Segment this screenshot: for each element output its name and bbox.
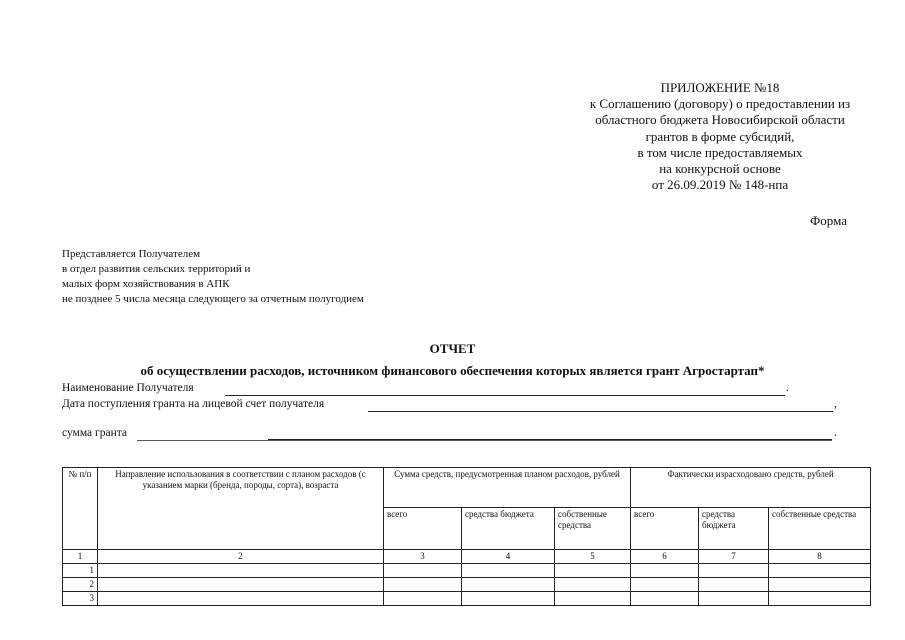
table-cell[interactable]	[699, 578, 769, 592]
appendix-line: к Соглашению (договору) о предоставлении из	[589, 96, 851, 112]
table-cell[interactable]	[699, 564, 769, 578]
table-cell[interactable]	[98, 578, 384, 592]
appendix-line: на конкурсной основе	[659, 161, 781, 177]
table-cell[interactable]	[555, 592, 631, 606]
table-row	[63, 578, 871, 592]
submission-line: в отдел развития сельских территорий и	[62, 263, 251, 275]
sub-total-actual: всего	[631, 508, 699, 550]
appendix-line: ПРИЛОЖЕНИЕ №18	[660, 80, 780, 95]
table-row	[63, 564, 871, 578]
table-cell[interactable]	[384, 564, 462, 578]
sub-own-planned: собственные средства	[555, 508, 631, 550]
column-number: 7	[699, 550, 769, 564]
period-mark: .	[786, 382, 789, 394]
table-cell[interactable]	[555, 564, 631, 578]
table-cell[interactable]	[555, 578, 631, 592]
table-cell[interactable]	[631, 578, 699, 592]
column-number: 1	[63, 550, 98, 564]
row-number: 1	[63, 564, 98, 578]
submission-line: Представляется Получателем	[62, 248, 201, 260]
header-planned: Сумма средств, предусмотренная планом расходов, рублей	[384, 468, 631, 508]
header-num: № п/п	[63, 468, 98, 550]
form-label: Форма	[810, 213, 847, 228]
submission-line: малых форм хозяйствования в АПК	[62, 278, 230, 290]
table-row	[63, 592, 871, 606]
appendix-line: областного бюджета Новосибирской области	[595, 112, 845, 128]
table-cell[interactable]	[462, 578, 555, 592]
column-number: 8	[769, 550, 871, 564]
table-cell[interactable]	[699, 592, 769, 606]
submission-note	[62, 247, 364, 307]
column-number: 6	[631, 550, 699, 564]
column-number: 4	[462, 550, 555, 564]
row-number: 3	[63, 592, 98, 606]
table-cell[interactable]	[98, 564, 384, 578]
submission-line: не позднее 5 числа месяца следующего за отчетным полугодием	[62, 293, 364, 305]
appendix-line: от 26.09.2019 № 148-нпа	[651, 177, 789, 193]
table-cell[interactable]	[384, 578, 462, 592]
report-table	[62, 467, 871, 606]
grant-sum-label: сумма гранта	[62, 427, 128, 439]
table-cell[interactable]	[462, 564, 555, 578]
column-number: 3	[384, 550, 462, 564]
sub-budget-actual: средства бюджета	[699, 508, 769, 550]
appendix-header	[540, 80, 900, 193]
recipient-name-line[interactable]	[225, 395, 785, 396]
sub-own-actual: собственные средства	[769, 508, 871, 550]
recipient-name-label: Наименование Получателя	[62, 382, 194, 394]
table-cell[interactable]	[631, 564, 699, 578]
table-cell[interactable]	[769, 578, 871, 592]
grant-date-label: Дата поступления гранта на лицевой счет получателя	[62, 398, 325, 410]
table-cell[interactable]	[769, 564, 871, 578]
header-direction: Направление использования в соответствии с планом расходов (с указанием марки (бренда, породы, сорта), возраста	[98, 468, 384, 550]
table-cell[interactable]	[98, 592, 384, 606]
grant-date-line[interactable]	[368, 411, 833, 412]
column-number: 5	[555, 550, 631, 564]
sub-total-planned: всего	[384, 508, 462, 550]
row-number: 2	[63, 578, 98, 592]
table-cell[interactable]	[462, 592, 555, 606]
period-mark: .	[834, 427, 837, 439]
grant-sum-line-bold	[268, 439, 832, 440]
table-cell[interactable]	[631, 592, 699, 606]
column-number: 2	[98, 550, 384, 564]
appendix-line: в том числе предоставляемых	[637, 144, 803, 160]
table-cell[interactable]	[384, 592, 462, 606]
report-title: ОТЧЕТ	[429, 341, 476, 356]
sub-budget-planned: средства бюджета	[462, 508, 555, 550]
appendix-line: грантов в форме субсидий,	[645, 128, 795, 144]
table-cell[interactable]	[769, 592, 871, 606]
grant-sum-line[interactable]	[137, 440, 832, 441]
report-subtitle: об осуществлении расходов, источником финансового обеспечения которых является грант Агростартап*	[140, 363, 765, 378]
comma-mark: ,	[834, 398, 837, 410]
header-actual: Фактически израсходовано средств, рублей	[631, 468, 871, 508]
